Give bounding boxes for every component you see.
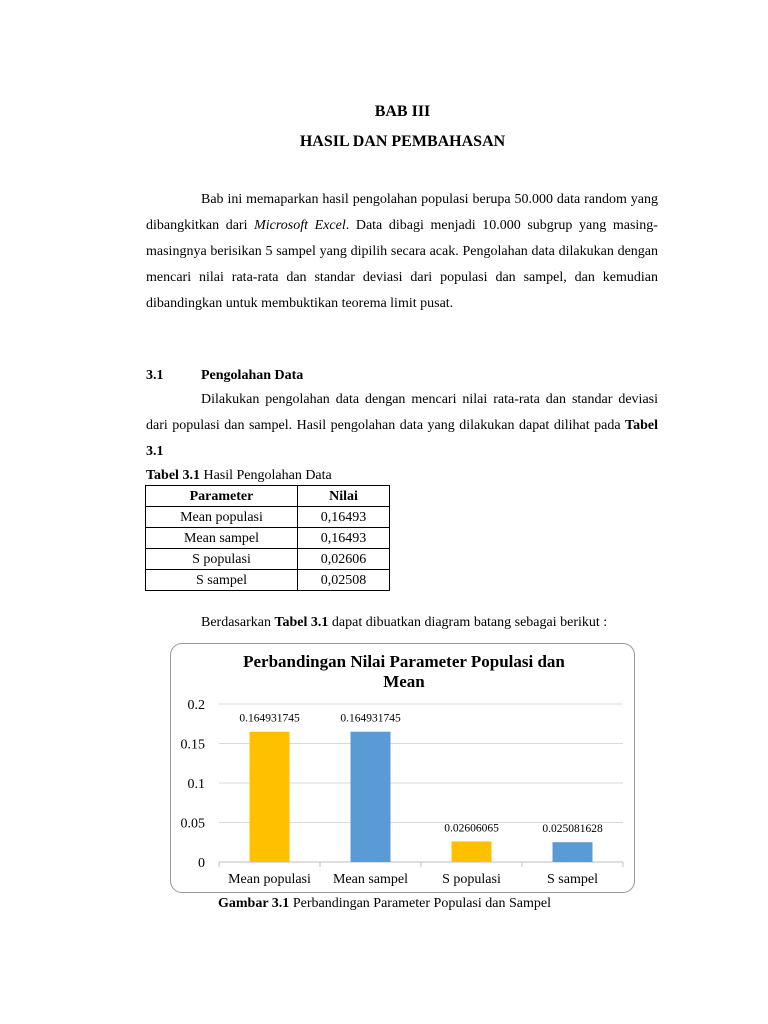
- table-cell: 0,02606: [298, 549, 390, 570]
- table-cell: Mean sampel: [146, 528, 298, 549]
- y-tick-label: 0.05: [180, 816, 205, 832]
- intro-text-2: . Data dibagi menjadi 10.000 subgrup yang masing-masingnya berisikan 5 sampel yang dipilih secara acak. Pengolahan data dilakukan dengan mencari nilai rata-rata dan standar deviasi dari populasi dan sampel, dan kemudian dibandingkan untuk membuktikan teorema limit pusat.: [146, 218, 658, 311]
- table-cell: S sampel: [146, 570, 298, 591]
- section-table-ref: Tabel 3.1: [146, 418, 658, 459]
- table-cell: 0,16493: [298, 528, 390, 549]
- bar-data-label: 0.02606065: [444, 822, 499, 835]
- bar-chart-svg: [171, 644, 636, 894]
- figure-caption-label: Gambar 3.1: [218, 896, 290, 911]
- section-paragraph: [146, 387, 658, 465]
- x-category-label: S populasi: [442, 872, 501, 887]
- chart-intro-post: dapat dibuatkan diagram batang sebagai berikut :: [328, 615, 608, 630]
- chart-intro: [201, 615, 607, 631]
- chart-title-line-1: Perbandingan Nilai Parameter Populasi dan: [243, 652, 565, 671]
- y-tick-label: 0.15: [180, 737, 205, 753]
- figure-caption: [218, 896, 551, 912]
- table-row: [146, 570, 390, 591]
- bar-data-label: 0.164931745: [340, 712, 401, 725]
- bar-chart: [170, 643, 635, 893]
- bar: [351, 732, 391, 862]
- intro-text-1: Bab ini memaparkan hasil pengolahan populasi berupa 50.000 data random yang dibangkitkan dari: [146, 192, 658, 233]
- bar: [553, 842, 593, 862]
- y-tick-label: 0.2: [187, 698, 205, 713]
- results-table: [145, 485, 390, 591]
- x-category-label: Mean populasi: [228, 872, 311, 887]
- table-caption: [146, 468, 332, 484]
- table-header-cell: Parameter: [146, 486, 298, 507]
- chart-intro-table-ref: Tabel 3.1: [274, 615, 329, 630]
- table-header-cell: Nilai: [298, 486, 390, 507]
- bar-data-label: 0.025081628: [542, 823, 603, 836]
- table-header-row: [146, 486, 390, 507]
- table-cell: 0,02508: [298, 570, 390, 591]
- x-category-label: Mean sampel: [332, 872, 409, 887]
- table-caption-text: Hasil Pengolahan Data: [199, 468, 332, 483]
- x-category-label: S sampel: [547, 872, 598, 887]
- chart-title-line-2: Mean: [383, 672, 425, 691]
- bar: [452, 841, 492, 862]
- y-tick-label: 0: [198, 856, 205, 871]
- table-caption-label: Tabel 3.1: [146, 468, 200, 483]
- intro-italic-term: Microsoft Excel: [254, 218, 346, 233]
- chapter-title: HASIL DAN PEMBAHASAN: [299, 133, 506, 150]
- table-cell: S populasi: [146, 549, 298, 570]
- table-cell: Mean populasi: [146, 507, 298, 528]
- chart-intro-pre: Berdasarkan: [201, 615, 275, 630]
- table-row: [146, 507, 390, 528]
- table-row: [146, 549, 390, 570]
- table-row: [146, 528, 390, 549]
- bar: [250, 732, 290, 862]
- chapter-number: BAB III: [374, 103, 431, 120]
- table-cell: 0,16493: [298, 507, 390, 528]
- y-tick-label: 0.1: [187, 777, 205, 792]
- figure-caption-text: Perbandingan Parameter Populasi dan Sampel: [289, 896, 551, 911]
- intro-paragraph: [146, 187, 658, 317]
- section-number: 3.1: [146, 368, 164, 383]
- bar-data-label: 0.164931745: [239, 712, 300, 725]
- section-text: Dilakukan pengolahan data dengan mencari nilai rata-rata dan standar deviasi dari populasi dan sampel. Hasil pengolahan data yang dilakukan dapat dilihat pada: [146, 392, 658, 433]
- section-title: Pengolahan Data: [201, 368, 304, 383]
